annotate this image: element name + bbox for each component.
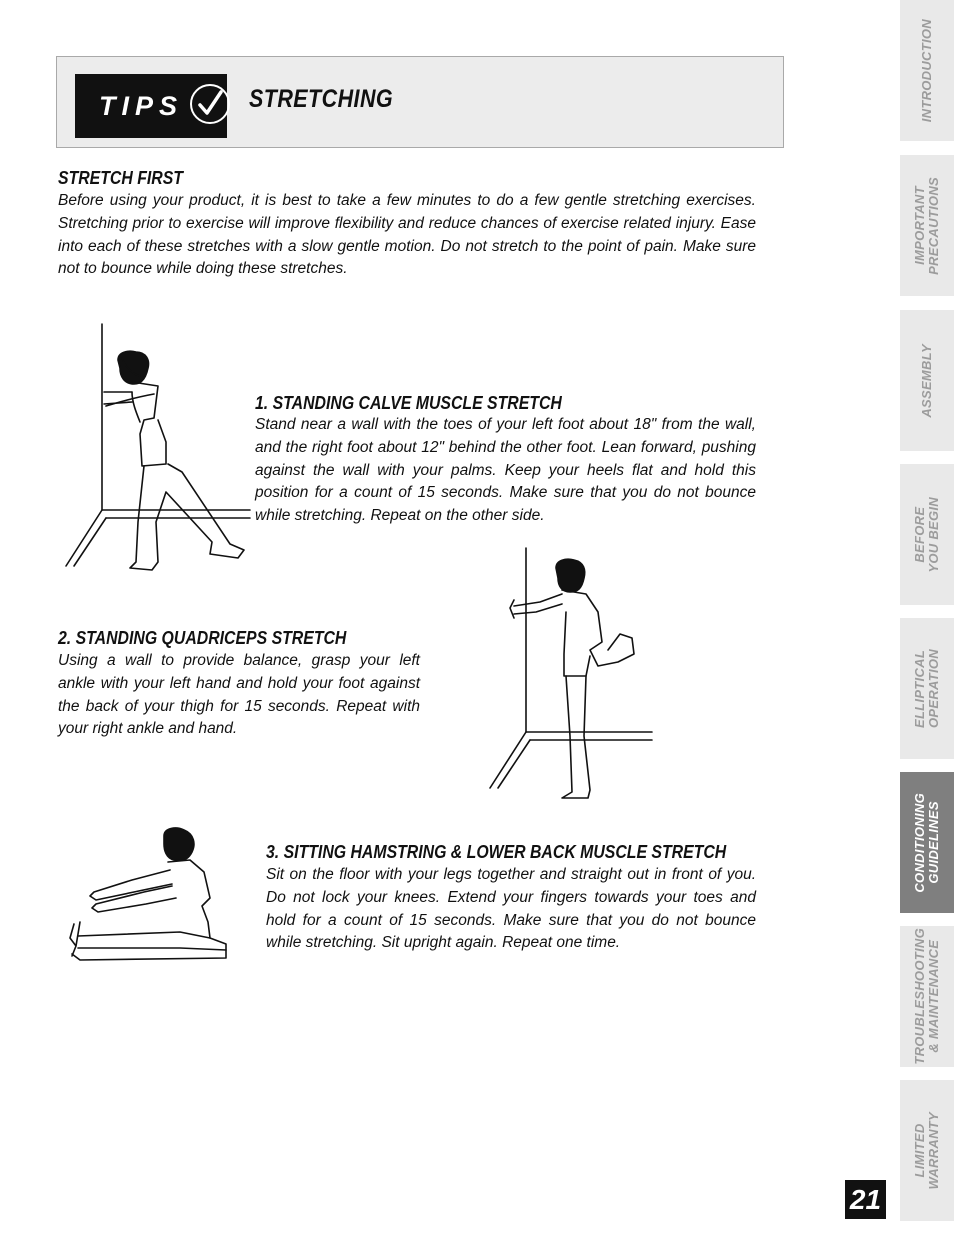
tab-conditioning-guidelines[interactable] xyxy=(900,772,954,913)
section-header xyxy=(56,56,784,148)
tab-conditioning-guidelines-label: CONDITIONING GUIDELINES xyxy=(912,792,941,893)
tab-assembly[interactable] xyxy=(900,310,954,451)
checkmark-circle-icon xyxy=(189,83,231,130)
calf-stretch-illustration xyxy=(62,322,252,578)
page-number: 21 xyxy=(845,1180,886,1219)
stretch-3-text: Sit on the floor with your legs together and straight out in front of you. Do not lock your knees. Extend your fingers towards your toes and hold for a count of 15 seconds. Make sure that you do not bounce while stretching. Sit upright again. Repeat one time. xyxy=(266,866,756,952)
tab-limited-warranty[interactable] xyxy=(900,1080,954,1221)
tab-elliptical-operation-label: ELLIPTICAL OPERATION xyxy=(912,648,941,729)
hamstring-stretch-illustration xyxy=(60,826,236,966)
section-tabs xyxy=(900,0,954,1235)
tips-label: TIPS xyxy=(99,90,184,121)
tab-troubleshooting-maintenance[interactable] xyxy=(900,926,954,1067)
tab-important-precautions[interactable] xyxy=(900,155,954,296)
tab-before-you-begin-label: BEFORE YOU BEGIN xyxy=(912,496,941,573)
page-title: STRETCHING xyxy=(249,85,394,113)
stretch-1-text: Stand near a wall with the toes of your left foot about 18" from the wall, and the right foot about 12" behind the other foot. Lean forward, pushing against the wall with your palms. Keep your heels flat and hold this position for a count of 15 seconds. Make sure that you do not bounce while stretching. Repeat on the other side. xyxy=(255,416,756,525)
stretch-2-heading: 2. STANDING QUADRICEPS STRETCH xyxy=(58,628,347,648)
tab-introduction[interactable] xyxy=(900,0,954,141)
tab-introduction-label: INTRODUCTION xyxy=(919,18,934,123)
tab-elliptical-operation[interactable] xyxy=(900,618,954,759)
tab-before-you-begin[interactable] xyxy=(900,464,954,605)
tab-assembly-label: ASSEMBLY xyxy=(919,343,934,418)
stretch-3-heading: 3. SITTING HAMSTRING & LOWER BACK MUSCLE STRETCH xyxy=(266,842,727,862)
tab-limited-warranty-label: LIMITED WARRANTY xyxy=(912,1111,941,1190)
tab-troubleshooting-maintenance-label: TROUBLESHOOTING & MAINTENANCE xyxy=(912,928,941,1065)
stretch-1-heading: 1. STANDING CALVE MUSCLE STRETCH xyxy=(255,393,562,413)
stretch-2-text: Using a wall to provide balance, grasp your left ankle with your left hand and hold your foot against the back of your thigh for 15 seconds. Repeat with your right ankle and hand. xyxy=(58,652,420,738)
stretch-first-heading: STRETCH FIRST xyxy=(58,168,183,188)
tips-badge xyxy=(75,74,227,138)
tab-important-precautions-label: IMPORTANT PRECAUTIONS xyxy=(912,176,941,275)
quad-stretch-illustration xyxy=(486,546,656,804)
stretch-first-text: Before using your product, it is best to take a few minutes to do a few gentle stretching exercises. Stretching prior to exercise will improve flexibility and reduce chances of exercise related injury. Ease into each of these stretches with a slow gentle motion. Do not stretch to the point of pain. Make sure not to bounce while doing these stretches. xyxy=(58,192,756,278)
